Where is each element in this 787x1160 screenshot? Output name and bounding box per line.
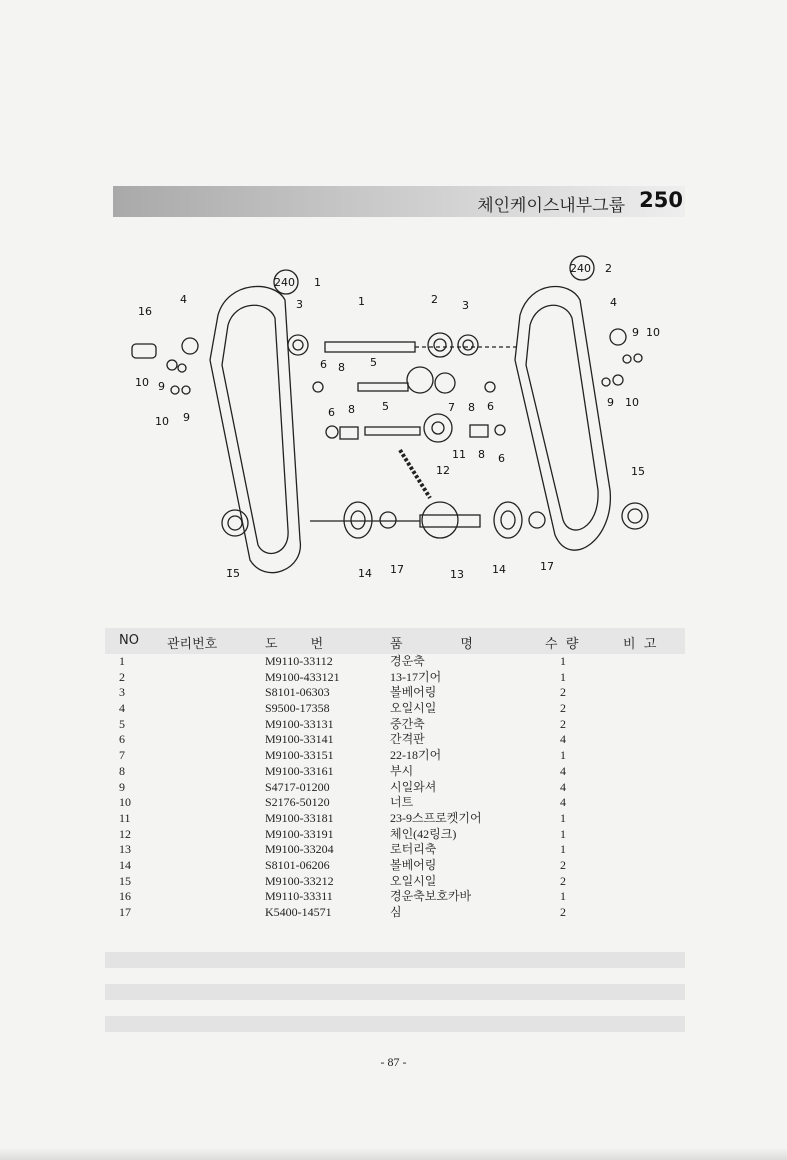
tilling-shaft [325, 342, 415, 352]
row-part-code: S2176-50120 [265, 795, 330, 810]
header-remarks: 비 고 [623, 637, 657, 652]
row-part-code: M9100-33151 [265, 748, 334, 763]
callout-4: 4 [180, 293, 187, 306]
row-quantity: 4 [560, 795, 566, 810]
row-no: 17 [119, 905, 131, 919]
header-quantity: 수 량 [545, 637, 579, 652]
table-row [105, 874, 685, 890]
row-no: 15 [119, 873, 131, 888]
row-part-code: M9100-433121 [265, 669, 340, 684]
parts-table [105, 628, 685, 921]
empty-row-band [105, 984, 685, 1000]
row-no: 8 [119, 763, 125, 778]
table-row [105, 732, 685, 748]
table-row [105, 748, 685, 764]
callout-10: 10 [646, 326, 660, 339]
row-part-code: M9100-33191 [265, 826, 334, 841]
row-quantity: 1 [560, 748, 566, 763]
callout-6: 6 [487, 400, 494, 413]
row-part-code: S4717-01200 [265, 779, 330, 794]
sprocket-gear-11 [424, 414, 452, 442]
callout-8: 8 [348, 403, 355, 416]
row-part-name: 경운축보호카바 [390, 889, 472, 904]
row-no: 3 [119, 685, 125, 700]
table-row [105, 701, 685, 717]
row-quantity: 2 [560, 701, 566, 716]
row-quantity: 1 [560, 826, 566, 841]
empty-row-band [105, 952, 685, 968]
table-row [105, 795, 685, 811]
callout-14: 14 [358, 567, 372, 580]
callout-10: 10 [625, 396, 639, 409]
header-part-name: 품 명 [390, 637, 473, 652]
row-part-code: M9100-33161 [265, 763, 334, 778]
table-row [105, 858, 685, 874]
callout-6: 6 [328, 406, 335, 419]
row-part-name: 너트 [390, 795, 414, 810]
callout-17: 17 [390, 563, 404, 576]
header-part-code: 도 번 [265, 637, 324, 652]
callout-5: 5 [370, 356, 377, 369]
callout-13: 13 [450, 568, 464, 581]
row-part-name: 시일와셔 [390, 779, 437, 794]
table-row [105, 842, 685, 858]
callout-15-left: 1̄5 [226, 567, 240, 580]
table-row [105, 685, 685, 701]
callout-9: 9 [607, 396, 614, 409]
callout-3: 3 [296, 298, 303, 311]
row-no: 12 [119, 826, 131, 841]
callout-11: 11 [452, 448, 466, 461]
row-no: 7 [119, 748, 125, 763]
ref-label-240-left: 240 [274, 276, 295, 289]
callout-5: 5 [382, 400, 389, 413]
table-row [105, 654, 685, 670]
table-row [105, 889, 685, 905]
row-part-name: 중간축 [390, 716, 425, 731]
row-part-name: 로터리축 [390, 842, 437, 857]
row-no: 9 [119, 779, 125, 794]
section-header [113, 186, 685, 217]
empty-row-band [105, 1016, 685, 1032]
row-quantity: 1 [560, 669, 566, 684]
row-quantity: 2 [560, 873, 566, 888]
callout-7: 7 [448, 401, 455, 414]
row-part-name: 오일시일 [390, 701, 437, 716]
row-quantity: 1 [560, 654, 566, 668]
callout-16: 16 [138, 305, 152, 318]
row-part-name: 부시 [390, 763, 414, 778]
table-row [105, 717, 685, 733]
page-bottom-edge [0, 1148, 787, 1160]
callout-9: 9 [158, 380, 165, 393]
callout-4: 4 [610, 296, 617, 309]
shaft-cover [132, 344, 156, 358]
row-part-name: 22-18기어 [390, 748, 442, 763]
callout-8: 8 [478, 448, 485, 461]
chain [400, 450, 430, 498]
row-part-name: 체인(42링크) [390, 826, 457, 841]
row-quantity: 4 [560, 763, 566, 778]
row-part-name: 23-9스프로켓기어 [390, 810, 482, 825]
row-part-code: M9100-33212 [265, 873, 334, 888]
row-no: 6 [119, 732, 125, 747]
row-no: 14 [119, 857, 131, 872]
row-part-code: S9500-17358 [265, 701, 330, 716]
section-title: 체인케이스내부그룹 [477, 196, 625, 216]
ref-label-1: 1 [314, 276, 321, 289]
callout-6: 6 [498, 452, 505, 465]
row-no: 13 [119, 842, 131, 857]
row-part-code: M9100-33181 [265, 810, 334, 825]
row-quantity: 2 [560, 857, 566, 872]
row-part-name: 간격판 [390, 732, 425, 747]
rotary-shaft [420, 515, 480, 527]
page-number: - 87 - [380, 1055, 407, 1069]
callout-1: 1 [358, 295, 365, 308]
row-part-code: S8101-06303 [265, 685, 330, 700]
section-number: 250 [639, 188, 683, 212]
callout-10: 10 [135, 376, 149, 389]
callout-2: 2 [431, 293, 438, 306]
row-no: 2 [119, 669, 125, 684]
row-no: 10 [119, 795, 131, 810]
callout-6: 6 [320, 358, 327, 371]
ref-label-2: 2 [605, 262, 612, 275]
table-row [105, 670, 685, 686]
callout-10: 10 [155, 415, 169, 428]
row-part-code: K5400-14571 [265, 905, 332, 919]
row-quantity: 2 [560, 685, 566, 700]
gear-2 [428, 333, 452, 357]
row-part-name: 볼베어링 [390, 685, 437, 700]
row-no: 16 [119, 889, 131, 904]
row-quantity: 4 [560, 779, 566, 794]
row-quantity: 2 [560, 905, 566, 919]
table-row [105, 764, 685, 780]
row-part-code: M9100-33141 [265, 732, 334, 747]
row-quantity: 2 [560, 716, 566, 731]
callout-15: 15 [631, 465, 645, 478]
row-no: 1 [119, 654, 125, 668]
table-header [105, 628, 685, 654]
row-quantity: 1 [560, 842, 566, 857]
callout-3: 3 [462, 299, 469, 312]
callout-8: 8 [468, 401, 475, 414]
exploded-parts-diagram [100, 240, 700, 600]
row-part-code: M9100-33204 [265, 842, 334, 857]
row-quantity: 1 [560, 810, 566, 825]
callout-14: 14 [492, 563, 506, 576]
callout-9: 9 [183, 411, 190, 424]
row-part-code: M9110-33112 [265, 654, 333, 668]
row-part-name: 경운축 [390, 654, 425, 668]
row-part-name: 13-17기어 [390, 669, 442, 684]
table-body [105, 654, 685, 921]
header-no: NO [119, 633, 139, 648]
callout-12: 12 [436, 464, 450, 477]
row-part-name: 심 [390, 905, 402, 919]
row-no: 5 [119, 716, 125, 731]
row-quantity: 4 [560, 732, 566, 747]
row-no: 11 [119, 810, 131, 825]
ref-label-240-right: 240 [570, 262, 591, 275]
row-quantity: 1 [560, 889, 566, 904]
row-part-code: M9100-33131 [265, 716, 334, 731]
row-part-name: 오일시일 [390, 873, 437, 888]
callout-17: 17 [540, 560, 554, 573]
table-row [105, 780, 685, 796]
row-part-code: M9110-33311 [265, 889, 333, 904]
row-part-name: 볼베어링 [390, 857, 437, 872]
table-row [105, 811, 685, 827]
callout-9: 9 [632, 326, 639, 339]
table-row [105, 905, 685, 921]
gear-7 [407, 367, 433, 393]
table-row [105, 827, 685, 843]
row-no: 4 [119, 701, 125, 716]
callout-8: 8 [338, 361, 345, 374]
header-mgmt-no: 관리번호 [167, 637, 218, 652]
row-part-code: S8101-06206 [265, 857, 330, 872]
